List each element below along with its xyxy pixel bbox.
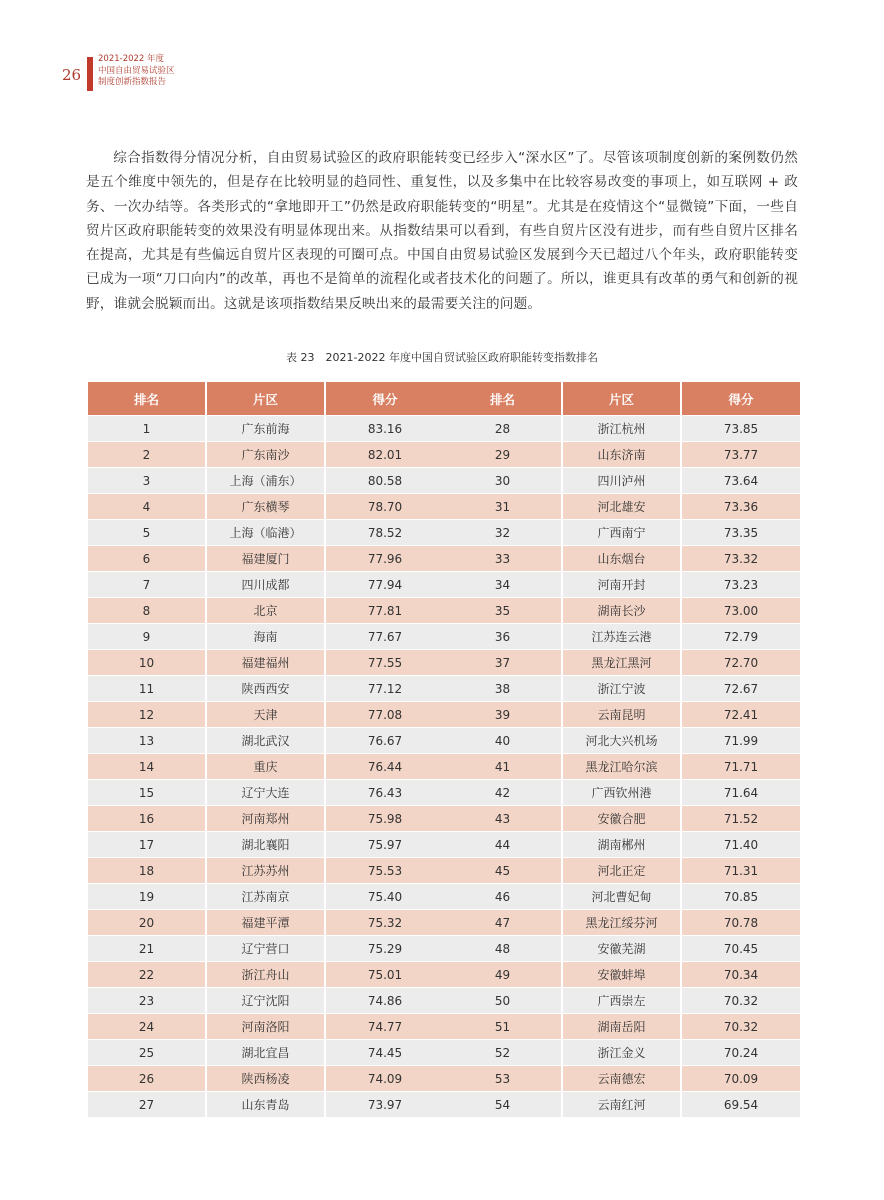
table-row xyxy=(444,441,800,467)
score-cell: 75.97 xyxy=(326,831,444,857)
header-accent-bar xyxy=(87,57,93,91)
table-row xyxy=(88,1039,444,1065)
rank-cell: 41 xyxy=(444,753,563,779)
zone-cell: 浙江舟山 xyxy=(207,961,326,987)
zone-cell: 山东青岛 xyxy=(207,1091,326,1117)
table-row xyxy=(88,727,444,753)
rank-cell: 12 xyxy=(88,701,207,727)
score-cell: 70.78 xyxy=(682,909,800,935)
score-cell: 80.58 xyxy=(326,467,444,493)
score-cell: 75.40 xyxy=(326,883,444,909)
table-row xyxy=(88,701,444,727)
table-row xyxy=(444,961,800,987)
rank-cell: 48 xyxy=(444,935,563,961)
rank-cell: 2 xyxy=(88,441,207,467)
rank-cell: 27 xyxy=(88,1091,207,1117)
zone-cell: 北京 xyxy=(207,597,326,623)
zone-cell: 河南郑州 xyxy=(207,805,326,831)
table-row xyxy=(88,961,444,987)
zone-cell: 云南昆明 xyxy=(563,701,682,727)
score-cell: 77.55 xyxy=(326,649,444,675)
table-row xyxy=(88,519,444,545)
score-cell: 72.67 xyxy=(682,675,800,701)
table-row xyxy=(444,1065,800,1091)
score-cell: 73.97 xyxy=(326,1091,444,1117)
rank-cell: 18 xyxy=(88,857,207,883)
score-cell: 74.77 xyxy=(326,1013,444,1039)
score-cell: 69.54 xyxy=(682,1091,800,1117)
table-row xyxy=(444,675,800,701)
rank-cell: 33 xyxy=(444,545,563,571)
table-row xyxy=(444,415,800,441)
score-cell: 70.32 xyxy=(682,1013,800,1039)
rank-cell: 49 xyxy=(444,961,563,987)
score-cell: 72.41 xyxy=(682,701,800,727)
zone-cell: 黑龙江黑河 xyxy=(563,649,682,675)
rank-cell: 53 xyxy=(444,1065,563,1091)
table-row xyxy=(444,649,800,675)
rank-cell: 45 xyxy=(444,857,563,883)
header-zone: 片区 xyxy=(207,382,326,415)
zone-cell: 海南 xyxy=(207,623,326,649)
score-cell: 73.32 xyxy=(682,545,800,571)
score-cell: 77.96 xyxy=(326,545,444,571)
rank-cell: 4 xyxy=(88,493,207,519)
table-row xyxy=(444,831,800,857)
rank-cell: 17 xyxy=(88,831,207,857)
zone-cell: 云南红河 xyxy=(563,1091,682,1117)
rank-cell: 38 xyxy=(444,675,563,701)
rank-cell: 6 xyxy=(88,545,207,571)
table-header-row xyxy=(444,382,800,415)
zone-cell: 浙江宁波 xyxy=(563,675,682,701)
table-row xyxy=(444,571,800,597)
score-cell: 75.29 xyxy=(326,935,444,961)
rank-cell: 54 xyxy=(444,1091,563,1117)
rank-cell: 8 xyxy=(88,597,207,623)
score-cell: 73.23 xyxy=(682,571,800,597)
zone-cell: 福建厦门 xyxy=(207,545,326,571)
score-cell: 73.77 xyxy=(682,441,800,467)
zone-cell: 广西崇左 xyxy=(563,987,682,1013)
zone-cell: 广东横琴 xyxy=(207,493,326,519)
table-row xyxy=(88,415,444,441)
header-rank: 排名 xyxy=(88,382,207,415)
score-cell: 72.70 xyxy=(682,649,800,675)
zone-cell: 广西南宁 xyxy=(563,519,682,545)
rank-cell: 43 xyxy=(444,805,563,831)
rank-cell: 14 xyxy=(88,753,207,779)
zone-cell: 安徽蚌埠 xyxy=(563,961,682,987)
table-row xyxy=(444,727,800,753)
rank-cell: 5 xyxy=(88,519,207,545)
table-row xyxy=(444,779,800,805)
table-row xyxy=(444,935,800,961)
score-cell: 76.44 xyxy=(326,753,444,779)
rank-cell: 37 xyxy=(444,649,563,675)
zone-cell: 上海（浦东） xyxy=(207,467,326,493)
score-cell: 73.64 xyxy=(682,467,800,493)
header-zone: 片区 xyxy=(563,382,682,415)
table-row xyxy=(88,649,444,675)
score-cell: 75.01 xyxy=(326,961,444,987)
zone-cell: 重庆 xyxy=(207,753,326,779)
zone-cell: 福建平潭 xyxy=(207,909,326,935)
table-row xyxy=(444,597,800,623)
score-cell: 74.45 xyxy=(326,1039,444,1065)
score-cell: 77.94 xyxy=(326,571,444,597)
zone-cell: 江苏连云港 xyxy=(563,623,682,649)
score-cell: 71.99 xyxy=(682,727,800,753)
table-row xyxy=(88,597,444,623)
zone-cell: 河北大兴机场 xyxy=(563,727,682,753)
table-row xyxy=(444,1039,800,1065)
score-cell: 71.52 xyxy=(682,805,800,831)
zone-cell: 辽宁大连 xyxy=(207,779,326,805)
rank-cell: 10 xyxy=(88,649,207,675)
report-title-line1: 中国自由贸易试验区 xyxy=(98,65,175,76)
zone-cell: 河南洛阳 xyxy=(207,1013,326,1039)
table-row xyxy=(88,987,444,1013)
rank-cell: 15 xyxy=(88,779,207,805)
score-cell: 70.24 xyxy=(682,1039,800,1065)
table-row xyxy=(444,805,800,831)
analysis-paragraph: 综合指数得分情况分析，自由贸易试验区的政府职能转变已经步入“深水区”了。尽管该项制度创新的案例数仍然是五个维度中领先的，但是存在比较明显的趋同性、重复性，以及多集中在比较容易改变的事项上，如互联网 + 政务、一次办结等。各类形式的“拿地即开工”仍然是政府职能转变的“明星”。尤其是在疫情这个“显微镜”下面，一些自贸片区政府职能转变的效果没有明显体现出来。从指数结果可以看到，有些自贸片区没有进步，而有些自贸片区排名在提高，尤其是有些偏远自贸片区表现的可圈可点。中国自由贸易试验区发展到今天已超过八个年头，政府职能转变已成为一项“刀口向内”的改革，再也不是简单的流程化或者技术化的问题了。所以，谁更具有改革的勇气和创新的视野，谁就会脱颖而出。这就是该项指数结果反映出来的最需要关注的问题。 xyxy=(86,150,798,312)
zone-cell: 安徽芜湖 xyxy=(563,935,682,961)
zone-cell: 辽宁营口 xyxy=(207,935,326,961)
table-row xyxy=(444,623,800,649)
zone-cell: 山东烟台 xyxy=(563,545,682,571)
score-cell: 71.71 xyxy=(682,753,800,779)
score-cell: 73.35 xyxy=(682,519,800,545)
score-cell: 70.45 xyxy=(682,935,800,961)
rank-cell: 24 xyxy=(88,1013,207,1039)
score-cell: 71.31 xyxy=(682,857,800,883)
rank-cell: 34 xyxy=(444,571,563,597)
table-row xyxy=(444,519,800,545)
table-row xyxy=(88,779,444,805)
table-row xyxy=(88,909,444,935)
rank-cell: 11 xyxy=(88,675,207,701)
rank-cell: 25 xyxy=(88,1039,207,1065)
table-row xyxy=(88,441,444,467)
table-row xyxy=(88,623,444,649)
zone-cell: 湖南岳阳 xyxy=(563,1013,682,1039)
score-cell: 77.67 xyxy=(326,623,444,649)
table-row xyxy=(88,883,444,909)
table-row xyxy=(88,467,444,493)
zone-cell: 山东济南 xyxy=(563,441,682,467)
rank-cell: 40 xyxy=(444,727,563,753)
zone-cell: 湖南长沙 xyxy=(563,597,682,623)
ranking-table-left xyxy=(88,382,444,1117)
zone-cell: 湖南郴州 xyxy=(563,831,682,857)
table-row xyxy=(88,831,444,857)
score-cell: 78.70 xyxy=(326,493,444,519)
rank-cell: 44 xyxy=(444,831,563,857)
page-number: 26 xyxy=(62,66,82,84)
table-row xyxy=(444,1091,800,1117)
report-title-line2: 制度创新指数报告 xyxy=(98,77,167,87)
table-row xyxy=(444,545,800,571)
score-cell: 77.81 xyxy=(326,597,444,623)
rank-cell: 23 xyxy=(88,987,207,1013)
rank-cell: 31 xyxy=(444,493,563,519)
zone-cell: 湖北武汉 xyxy=(207,727,326,753)
table-row xyxy=(444,701,800,727)
rank-cell: 3 xyxy=(88,467,207,493)
zone-cell: 广东前海 xyxy=(207,415,326,441)
rank-cell: 32 xyxy=(444,519,563,545)
zone-cell: 云南德宏 xyxy=(563,1065,682,1091)
zone-cell: 黑龙江哈尔滨 xyxy=(563,753,682,779)
zone-cell: 陕西西安 xyxy=(207,675,326,701)
zone-cell: 广西钦州港 xyxy=(563,779,682,805)
rank-cell: 39 xyxy=(444,701,563,727)
rank-cell: 52 xyxy=(444,1039,563,1065)
rank-cell: 47 xyxy=(444,909,563,935)
report-year: 2021-2022 年度 xyxy=(98,54,165,64)
rank-cell: 20 xyxy=(88,909,207,935)
rank-cell: 30 xyxy=(444,467,563,493)
header-score: 得分 xyxy=(326,382,444,415)
score-cell: 76.43 xyxy=(326,779,444,805)
table-row xyxy=(88,857,444,883)
zone-cell: 四川成都 xyxy=(207,571,326,597)
score-cell: 77.08 xyxy=(326,701,444,727)
table-row xyxy=(444,883,800,909)
table-row xyxy=(444,987,800,1013)
header-rank: 排名 xyxy=(444,382,563,415)
score-cell: 70.85 xyxy=(682,883,800,909)
zone-cell: 湖北宜昌 xyxy=(207,1039,326,1065)
score-cell: 83.16 xyxy=(326,415,444,441)
table-row xyxy=(444,1013,800,1039)
zone-cell: 陕西杨凌 xyxy=(207,1065,326,1091)
zone-cell: 辽宁沈阳 xyxy=(207,987,326,1013)
table-row xyxy=(88,805,444,831)
score-cell: 71.64 xyxy=(682,779,800,805)
score-cell: 78.52 xyxy=(326,519,444,545)
zone-cell: 广东南沙 xyxy=(207,441,326,467)
table-row xyxy=(88,1065,444,1091)
table-row xyxy=(444,909,800,935)
zone-cell: 天津 xyxy=(207,701,326,727)
zone-cell: 江苏南京 xyxy=(207,883,326,909)
rank-cell: 22 xyxy=(88,961,207,987)
score-cell: 74.86 xyxy=(326,987,444,1013)
table-row xyxy=(88,1091,444,1117)
rank-cell: 1 xyxy=(88,415,207,441)
table-row xyxy=(88,935,444,961)
rank-cell: 50 xyxy=(444,987,563,1013)
score-cell: 82.01 xyxy=(326,441,444,467)
zone-cell: 江苏苏州 xyxy=(207,857,326,883)
score-cell: 70.34 xyxy=(682,961,800,987)
header-score: 得分 xyxy=(682,382,800,415)
rank-cell: 19 xyxy=(88,883,207,909)
score-cell: 75.53 xyxy=(326,857,444,883)
zone-cell: 黑龙江绥芬河 xyxy=(563,909,682,935)
table-row xyxy=(444,753,800,779)
table-row xyxy=(444,467,800,493)
rank-cell: 46 xyxy=(444,883,563,909)
rank-cell: 36 xyxy=(444,623,563,649)
rank-cell: 21 xyxy=(88,935,207,961)
table-row xyxy=(88,753,444,779)
table-row xyxy=(88,545,444,571)
score-cell: 76.67 xyxy=(326,727,444,753)
rank-cell: 35 xyxy=(444,597,563,623)
score-cell: 73.00 xyxy=(682,597,800,623)
score-cell: 75.32 xyxy=(326,909,444,935)
score-cell: 70.32 xyxy=(682,987,800,1013)
score-cell: 75.98 xyxy=(326,805,444,831)
rank-cell: 16 xyxy=(88,805,207,831)
rank-cell: 42 xyxy=(444,779,563,805)
zone-cell: 河北正定 xyxy=(563,857,682,883)
table-row xyxy=(88,571,444,597)
zone-cell: 安徽合肥 xyxy=(563,805,682,831)
rank-cell: 13 xyxy=(88,727,207,753)
score-cell: 77.12 xyxy=(326,675,444,701)
score-cell: 72.79 xyxy=(682,623,800,649)
score-cell: 70.09 xyxy=(682,1065,800,1091)
rank-cell: 26 xyxy=(88,1065,207,1091)
zone-cell: 上海（临港） xyxy=(207,519,326,545)
zone-cell: 四川泸州 xyxy=(563,467,682,493)
zone-cell: 河北雄安 xyxy=(563,493,682,519)
zone-cell: 河北曹妃甸 xyxy=(563,883,682,909)
score-cell: 74.09 xyxy=(326,1065,444,1091)
table-row xyxy=(444,857,800,883)
zone-cell: 浙江杭州 xyxy=(563,415,682,441)
zone-cell: 河南开封 xyxy=(563,571,682,597)
rank-cell: 28 xyxy=(444,415,563,441)
score-cell: 73.36 xyxy=(682,493,800,519)
table-row xyxy=(88,493,444,519)
rank-cell: 51 xyxy=(444,1013,563,1039)
ranking-table-right xyxy=(444,382,800,1117)
table-row xyxy=(444,493,800,519)
rank-cell: 29 xyxy=(444,441,563,467)
zone-cell: 湖北襄阳 xyxy=(207,831,326,857)
score-cell: 71.40 xyxy=(682,831,800,857)
rank-cell: 7 xyxy=(88,571,207,597)
table-header-row xyxy=(88,382,444,415)
table-row xyxy=(88,1013,444,1039)
table-row xyxy=(88,675,444,701)
zone-cell: 浙江金义 xyxy=(563,1039,682,1065)
rank-cell: 9 xyxy=(88,623,207,649)
table-caption: 表 23 2021-2022 年度中国自贸试验区政府职能转变指数排名 xyxy=(286,351,598,364)
score-cell: 73.85 xyxy=(682,415,800,441)
zone-cell: 福建福州 xyxy=(207,649,326,675)
report-title-block xyxy=(98,54,175,89)
